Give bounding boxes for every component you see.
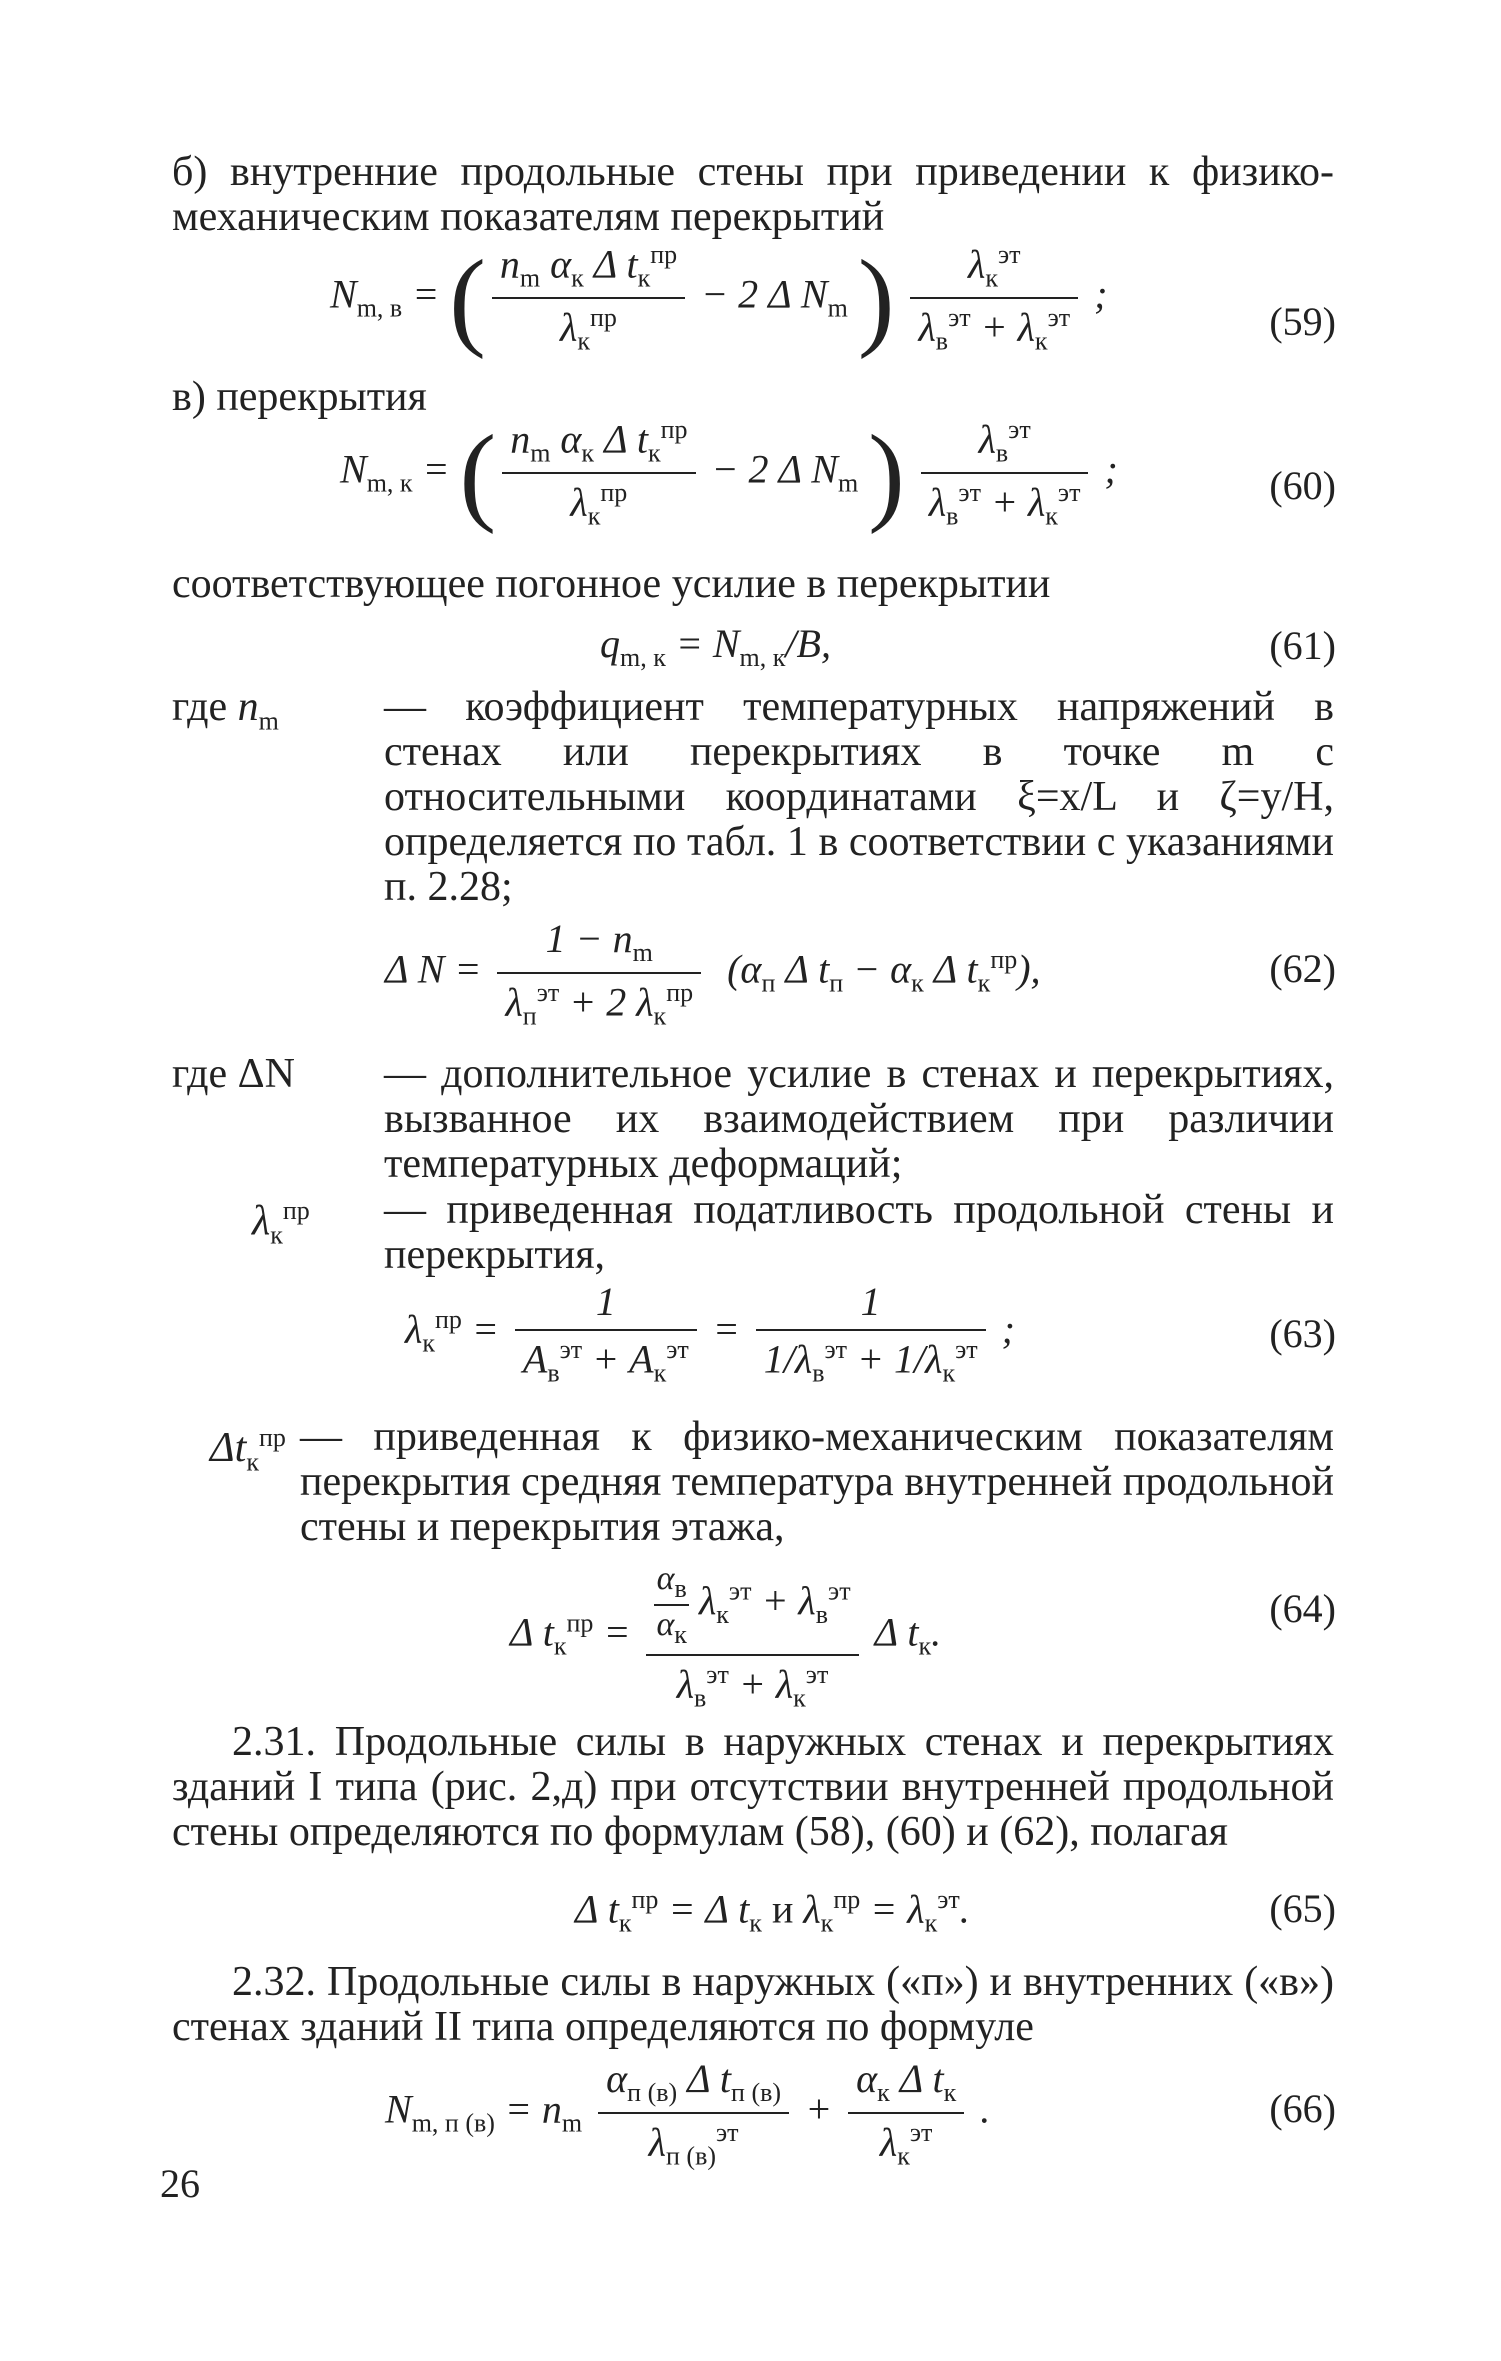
label-nm: где $n_m$ [172,684,279,736]
paragraph-v: в) перекрытия [172,374,427,420]
paragraph-2-31: 2.31. Продольные силы в наружных стенах и перекрытиях зданий I типа (рис. 2,д) при отсутствии внутренней продольной стены определяются по формулам (58), (60) и (62), полагая [172,1719,1334,1855]
paragraph-lambda: — приведенная податливость продольной стены и перекрытия, [384,1187,1334,1278]
equation-number: (65) [1269,1886,1336,1931]
label-dn: где ΔN [172,1051,295,1097]
paragraph-dt: — приведенная к физико-механическим показателям перекрытия средняя температура внутренней продольной стены и перекрытия этажа, [300,1414,1334,1550]
equation-number: (66) [1269,2086,1336,2131]
equation-66: $N_{m, п (в)} = n_m$ $\frac{\alpha_{п (в)} \Delta t_{п (в)}}{\lambda_{п (в)}^{эт}}$ + $\frac{\alpha_к \Delta t_к}{\lambda_к^{эт}}$ . [385,2056,991,2171]
equation-number: (60) [1269,463,1336,508]
equation-65: Δ $t_к^{пр} = \Delta$ $t_к$ и $\lambda_к^{пр} = \lambda_к^{эт}$. [575,1885,970,1938]
equation-59: $N_{m, в}$ = ( $\frac{n_m \alpha_к \Delta t_к^{пр}}{\lambda_к^{пр}}$ − 2 Δ $N_m$ ) $\frac{\lambda_к^{эт}}{\lambda_в^{эт} + \lambda_к^{эт}}$ ; [330,237,1108,360]
paragraph-b: б) внутренние продольные стены при приведении к физико-механическим показателям перекрытий [172,149,1334,240]
paragraph-2-32: 2.32. Продольные силы в наружных («п») и внутренних («в») стенах зданий II типа определяются по формуле [172,1959,1334,2050]
paragraph-dn: — дополнительное усилие в стенах и перекрытиях, вызванное их взаимодействием при различии температурных деформаций; [384,1051,1334,1187]
equation-60: $N_{m, к}$ = ( $\frac{n_m \alpha_к \Delta t_к^{пр}}{\lambda_к^{пр}}$ − 2 Δ $N_m$ ) $\frac{\lambda_в^{эт}}{\lambda_в^{эт} + \lambda_к^{эт}}$ ; [340,412,1118,535]
equation-number: (64) [1269,1586,1336,1631]
equation-63: $\lambda_к^{пр}$ = $\frac{1}{A_в^{эт} + A_к^{эт}}$ = $\frac{1}{1/\lambda_в^{эт} + 1/\lambda_к^{эт}}$ ; [405,1279,1015,1388]
equation-number: (61) [1269,623,1336,668]
paragraph-sootv: соответствующее погонное усилие в перекрытии [172,561,1051,607]
equation-number: (59) [1269,299,1336,344]
equation-number: (63) [1269,1311,1336,1356]
equation-61: $q_{m, к} = N_{m, к}/B$, [600,621,831,672]
equation-number: (62) [1269,946,1336,991]
equation-62: Δ N = $\frac{1 - n_m}{\lambda_п^{эт} + 2 \lambda_к^{пр}}$ ($\alpha_п$ Δ $t_п - \alpha_к$ Δ $t_к^{пр}$), [385,916,1041,1031]
label-dt: $\Delta t_к^{пр}$ [210,1423,286,1477]
label-lambda: $\lambda_к^{пр}$ [252,1196,310,1250]
page-number: 26 [160,2161,200,2206]
paragraph-nm: — коэффициент температурных напряжений в стенах или перекрытиях в точке m с относительными координатами ξ=x/L и ζ=y/H, определяется по табл. 1 в соответствии с указаниями п. 2.28; [384,684,1334,910]
equation-64: Δ $t_к^{пр}$ = $\frac{\alpha_в}{\alpha_к}$ $\lambda_к^{эт} + \lambda_в^{эт}$ $\lambda_в^{эт} + \lambda_к^{эт}$ Δ $t_к$. [510,1560,942,1712]
